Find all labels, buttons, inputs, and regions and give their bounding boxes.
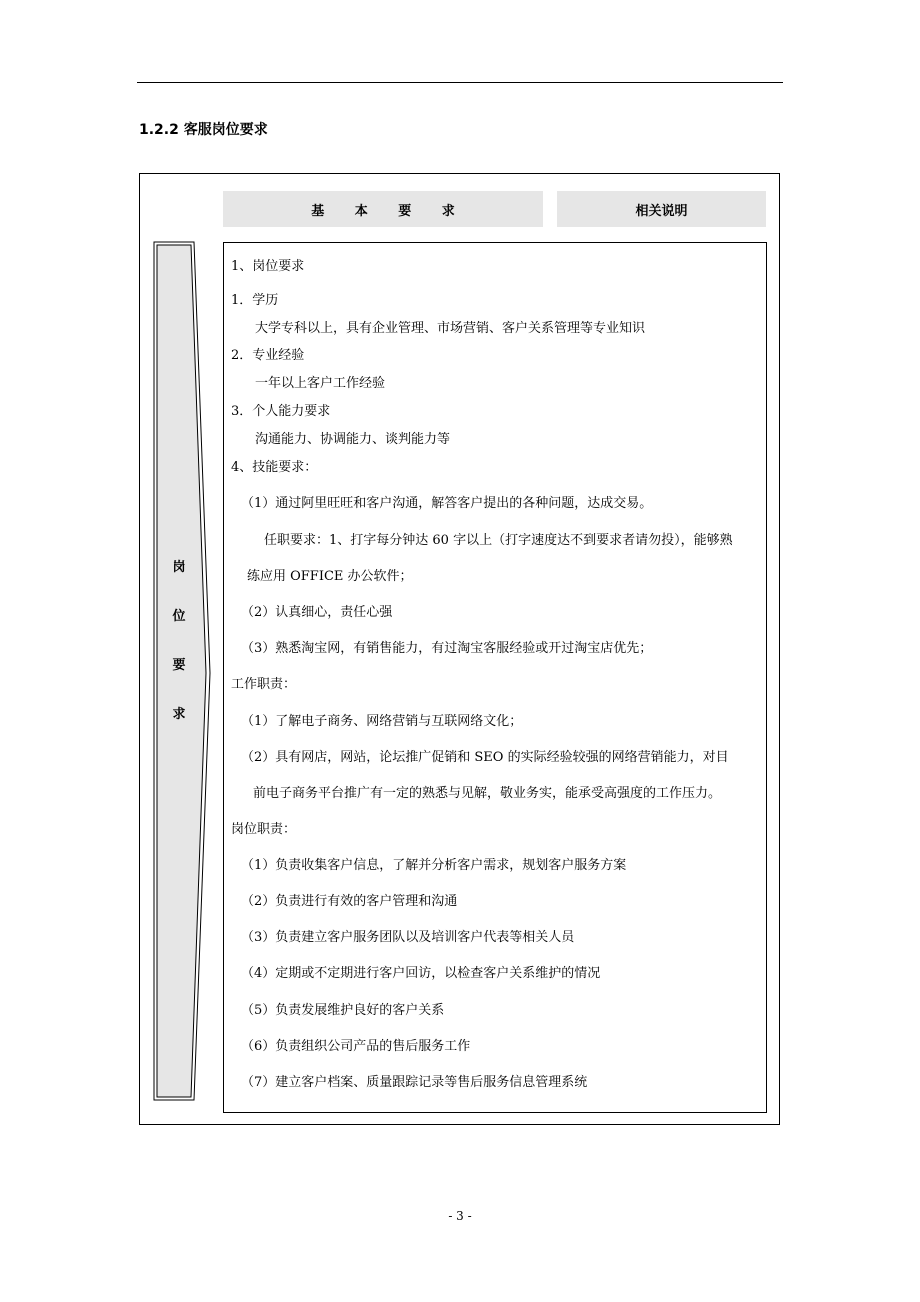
side-label-char-3: 要 [172,658,186,673]
post-duty-5: （5）负责发展维护良好的客户关系 [241,1003,445,1018]
content-heading: 1、岗位要求 [231,259,305,274]
side-label-char-1: 岗 [172,560,186,575]
post-duty-1: （1）负责收集客户信息，了解并分析客户需求，规划客户服务方案 [241,858,627,873]
skill-1: （1）通过阿里旺旺和客户沟通，解答客户提出的各种问题，达成交易。 [241,496,653,511]
item-experience-text: 一年以上客户工作经验 [255,376,386,391]
item-skills-title: 4、技能要求： [231,460,318,475]
skill-1-requirement: 任职要求：1、打字每分钟达 60 字以上（打字速度达不到要求者请勿投），能够熟 [264,533,733,548]
work-duties-title: 工作职责： [231,677,297,692]
post-duty-4: （4）定期或不定期进行客户回访，以检查客户关系维护的情况 [241,966,601,981]
item-education-title: 1．学历 [231,293,279,308]
item-ability-text: 沟通能力、协调能力、谈判能力等 [255,432,451,447]
post-duty-6: （6）负责组织公司产品的售后服务工作 [241,1039,471,1054]
skill-3: （3）熟悉淘宝网，有销售能力，有过淘宝客服经验或开过淘宝店优先； [241,641,653,656]
header-related-notes: 相关说明 [557,191,766,227]
item-experience-title: 2．专业经验 [231,348,305,363]
post-duty-3: （3）负责建立客户服务团队以及培训客户代表等相关人员 [241,930,575,945]
work-duty-1: （1）了解电子商务、网络营销与互联网络文化； [241,714,523,729]
skill-1-requirement-cont: 练应用 OFFICE 办公软件； [247,569,413,584]
work-duty-2: （2）具有网店，网站，论坛推广促销和 SEO 的实际经验较强的网络营销能力，对目 [241,750,729,765]
post-duty-7: （7）建立客户档案、质量跟踪记录等售后服务信息管理系统 [241,1075,588,1090]
skill-2: （2）认真细心，责任心强 [241,605,393,620]
side-label-char-2: 位 [172,609,186,624]
page-number: - 3 - [448,1209,472,1223]
post-duties-title: 岗位职责： [231,822,297,837]
item-education-text: 大学专科以上，具有企业管理、市场营销、客户关系管理等专业知识 [255,321,646,336]
requirements-content-box [223,242,767,1113]
post-duty-2: （2）负责进行有效的客户管理和沟通 [241,894,458,909]
side-label-char-4: 求 [172,707,186,722]
section-title: 1.2.2 客服岗位要求 [139,122,268,138]
work-duty-2-cont: 前电子商务平台推广有一定的熟悉与见解，敬业务实，能承受高强度的工作压力。 [253,786,722,801]
side-arrow-shape [150,242,214,1104]
header-basic-requirements: 基 本 要 求 [223,191,543,227]
item-ability-title: 3．个人能力要求 [231,404,331,419]
header-rule [137,82,783,83]
